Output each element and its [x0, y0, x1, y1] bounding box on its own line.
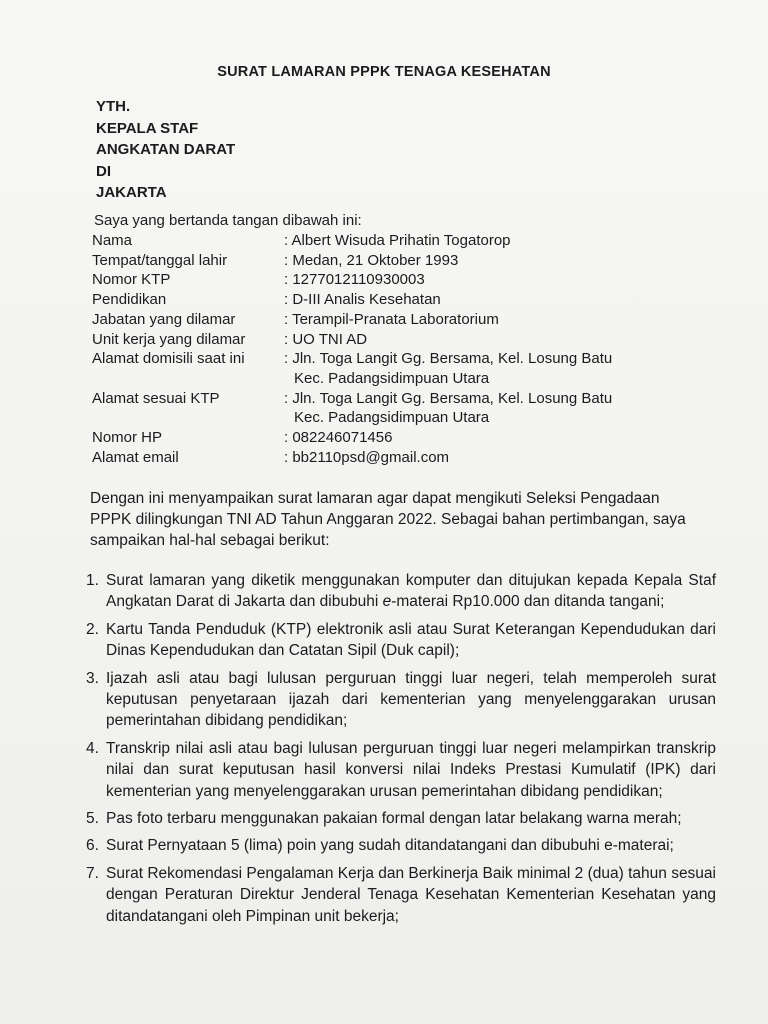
field-label: Alamat sesuai KTP [92, 389, 220, 407]
field-value [284, 330, 664, 350]
list-text-part: Ijazah asli atau bagi lulusan perguruan tinggi luar negeri, telah memperoleh surat keputusan penyetaraan ijazah dari kementerian yang menyelenggarakan urusan pemerintahan dibidang pendidikan; [106, 669, 716, 730]
field-label: Pendidikan [92, 291, 167, 309]
field-value-text: : bb2110psd@gmail.com [284, 448, 450, 466]
list-number: 3. [86, 669, 99, 687]
field-row [92, 231, 664, 251]
field-value [284, 270, 664, 290]
field-value [284, 251, 664, 271]
field-row [92, 290, 664, 310]
field-row [92, 251, 664, 271]
applicant-fields [92, 231, 664, 467]
field-value-text: : 1277012110930003 [284, 271, 425, 289]
field-value-text: : UO TNI AD [284, 330, 368, 348]
field-row [92, 270, 664, 290]
field-label: Unit kerja yang dilamar [92, 330, 246, 348]
field-value [284, 349, 664, 388]
field-value-continuation: Kec. Padangsidimpuan Utara [294, 369, 490, 387]
field-value-text: : Albert Wisuda Prihatin Togatorop [284, 232, 511, 249]
field-row [92, 310, 664, 330]
field-label: Alamat email [92, 448, 179, 466]
field-value-text: : Terampil-Pranata Laboratorium [284, 310, 499, 328]
field-label: Tempat/tanggal lahir [92, 251, 228, 269]
list-text [106, 668, 716, 732]
field-value-text: : D-III Analis Kesehatan [284, 291, 441, 309]
list-text [106, 738, 716, 802]
list-text [106, 570, 716, 613]
field-value-text: : 082246071456 [284, 429, 393, 447]
list-text-part: Surat lamaran yang diketik menggunakan komputer dan ditujukan kepada Kepala Staf Angkatan Darat di Jakarta dan dibubuhi [106, 572, 716, 611]
recipient-line: YTH. [96, 98, 131, 115]
field-row [92, 448, 664, 468]
list-item [86, 619, 716, 662]
field-value-text: : Jln. Toga Langit Gg. Bersama, Kel. Losung Batu [284, 350, 613, 368]
field-value [284, 290, 664, 310]
list-number: 4. [86, 739, 99, 757]
field-row [92, 389, 664, 428]
list-number: 7. [86, 864, 99, 882]
list-text [106, 863, 716, 927]
list-text-part: Kartu Tanda Penduduk (KTP) elektronik asli atau Surat Keterangan Kependudukan dari Dinas Kependudukan dan Catatan Sipil (Duk capil); [106, 620, 716, 660]
field-value-continuation: Kec. Padangsidimpuan Utara [294, 409, 490, 427]
field-label: Nomor KTP [92, 271, 171, 289]
recipient-line: DI [96, 162, 111, 180]
field-value [284, 231, 664, 251]
field-value-text: : Medan, 21 Oktober 1993 [284, 251, 459, 269]
list-item [86, 835, 716, 856]
field-value-text: : Jln. Toga Langit Gg. Bersama, Kel. Losung Batu [284, 389, 613, 407]
recipient-line: JAKARTA [96, 184, 167, 201]
recipient-line: ANGKATAN DARAT [96, 141, 236, 158]
recipient-line: KEPALA STAF [96, 119, 199, 137]
list-item [86, 668, 716, 732]
field-row [92, 330, 664, 350]
list-number: 2. [86, 620, 99, 638]
letter-title: SURAT LAMARAN PPPK TENAGA KESEHATAN [217, 64, 551, 80]
field-label: Nama [92, 232, 133, 249]
field-value [284, 310, 664, 330]
list-item [86, 863, 716, 927]
list-number: 6. [86, 837, 99, 855]
field-value [284, 448, 664, 468]
requirements-list [86, 570, 716, 933]
list-number: 1. [86, 572, 99, 589]
field-label: Nomor HP [92, 429, 163, 447]
list-text-italic: e [382, 593, 392, 611]
body-paragraph: Dengan ini menyampaikan surat lamaran agar dapat mengikuti Seleksi Pengadaan PPPK dilingkungan TNI AD Tahun Anggaran 2022. Sebagai bahan pertimbangan, saya sampaikan hal-hal sebagai berikut: [90, 490, 686, 549]
list-text-part: Pas foto terbaru menggunakan pakaian formal dengan latar belakang warna merah; [106, 810, 682, 828]
field-value [284, 428, 664, 448]
list-text-part: Surat Rekomendasi Pengalaman Kerja dan Berkinerja Baik minimal 2 (dua) tahun sesuai dengan Peraturan Direktur Jenderal Tenaga Kesehatan Kementerian Kesehatan yang ditandatangani oleh Pimpinan unit bekerja; [106, 864, 716, 925]
field-label: Alamat domisili saat ini [92, 350, 245, 368]
list-number: 5. [86, 810, 99, 828]
list-text-part: Surat Pernyataan 5 (lima) poin yang sudah ditandatangani dan dibubuhi e-materai; [106, 837, 674, 855]
field-label: Jabatan yang dilamar [92, 310, 236, 328]
field-row [92, 349, 664, 388]
recipient-address [96, 96, 235, 204]
list-text-part: Transkrip nilai asli atau bagi lulusan perguruan tinggi luar negeri melampirkan transkrip nilai dan surat keputusan hasil konversi nilai Indeks Prestasi Kumulatif (IPK) dari kementerian yang menyelenggarakan urusan pemerintahan dibidang pendidikan; [106, 739, 716, 800]
list-item [86, 808, 716, 829]
list-item [86, 570, 716, 613]
field-row [92, 428, 664, 448]
list-text [106, 619, 716, 662]
intro-line: Saya yang bertanda tangan dibawah ini: [94, 212, 362, 229]
list-text [106, 808, 716, 829]
list-item [86, 738, 716, 802]
field-value [284, 389, 664, 428]
list-text [106, 835, 716, 856]
list-text-part: -materai Rp10.000 dan ditanda tangani; [391, 593, 665, 611]
